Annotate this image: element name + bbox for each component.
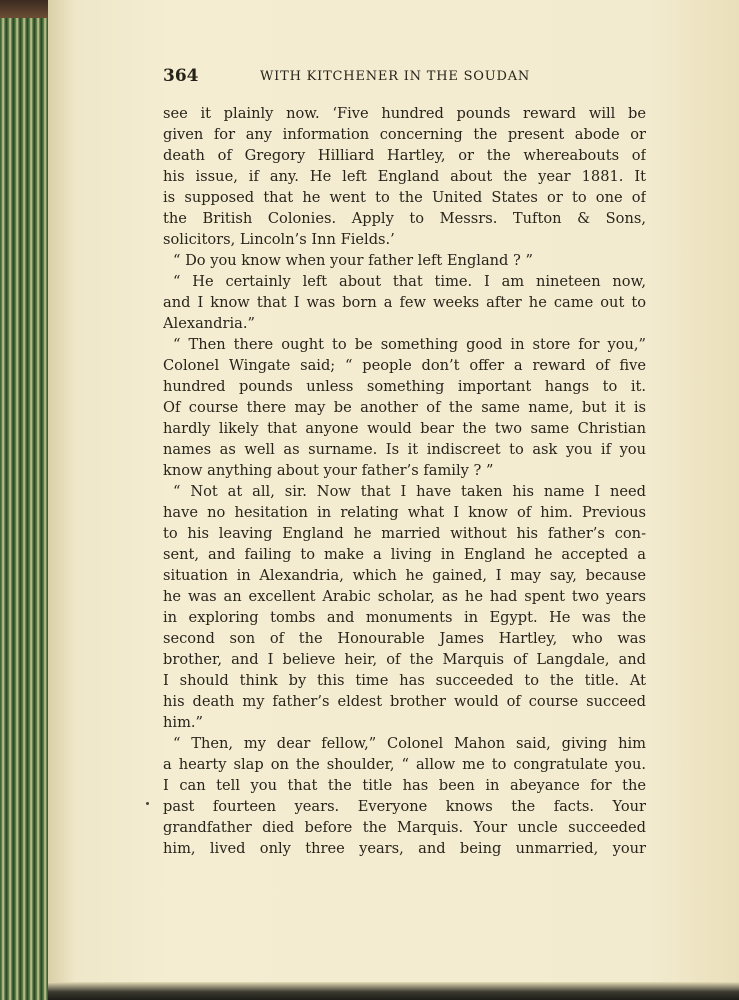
text-line: death of Gregory Hilliard Hartley, or the whereabouts of [163, 147, 646, 164]
text-line: hundred pounds unless something important hangs to it. [163, 378, 646, 395]
text-line: and I know that I was born a few weeks after he came out to [163, 294, 646, 311]
page-content [163, 64, 646, 859]
body-text [163, 103, 646, 859]
text-line: “ Do you know when your father left England ? ” [173, 252, 533, 269]
text-line: Colonel Wingate said; “ people don’t offer a reward of five [163, 357, 646, 374]
text-line: second son of the Honourable James Hartley, who was [163, 630, 646, 647]
text-line: in exploring tombs and monuments in Egypt. He was the [163, 609, 646, 626]
text-line: Of course there may be another of the same name, but it is [163, 399, 646, 416]
text-line: to his leaving England he married without his father’s con- [163, 525, 646, 542]
text-line: given for any information concerning the present abode or [163, 126, 646, 143]
text-line: him.” [163, 714, 204, 731]
text-line: a hearty slap on the shoulder, “ allow me to congratulate you. [163, 756, 646, 773]
text-line: grandfather died before the Marquis. Your uncle succeeded [163, 819, 646, 836]
text-line: him, lived only three years, and being unmarried, your [163, 840, 646, 857]
margin-speck [146, 802, 149, 805]
text-line: names as well as surname. Is it indiscreet to ask you if you [163, 441, 646, 458]
text-line: know anything about your father’s family ? ” [163, 462, 494, 479]
text-line: “ He certainly left about that time. I am nineteen now, [173, 273, 646, 290]
page-bottom-edge [48, 982, 739, 1000]
text-line: he was an excellent Arabic scholar, as he had spent two years [163, 588, 646, 605]
text-line: his issue, if any. He left England about the year 1881. It [163, 168, 646, 185]
text-line: hardly likely that anyone would bear the two same Christian [163, 420, 646, 437]
text-line: situation in Alexandria, which he gained, I may say, because [163, 567, 646, 584]
text-line: sent, and failing to make a living in England he accepted a [163, 546, 646, 563]
text-line: “ Then, my dear fellow,” Colonel Mahon said, giving him [173, 735, 646, 752]
text-line: is supposed that he went to the United States or to one of [163, 189, 646, 206]
text-line: “ Not at all, sir. Now that I have taken his name I need [173, 483, 646, 500]
running-head: WITH KITCHENER IN THE SOUDAN [260, 69, 531, 84]
page-header [163, 64, 646, 94]
text-line: have no hesitation in relating what I know of him. Previous [163, 504, 646, 521]
text-line: the British Colonies. Apply to Messrs. Tufton & Sons, [163, 210, 646, 227]
text-line: I can tell you that the title has been in abeyance for the [163, 777, 646, 794]
text-line: past fourteen years. Everyone knows the facts. Your [163, 798, 646, 815]
text-line: brother, and I believe heir, of the Marquis of Langdale, and [163, 651, 646, 668]
text-line: “ Then there ought to be something good in store for you,” [173, 336, 646, 353]
text-line: his death my father’s eldest brother would of course succeed [163, 693, 646, 710]
text-line: see it plainly now. ‘Five hundred pounds reward will be [163, 105, 646, 122]
page-number: 364 [163, 66, 199, 86]
text-line: Alexandria.” [163, 315, 255, 332]
text-line: solicitors, Lincoln’s Inn Fields.’ [163, 231, 395, 248]
text-line: I should think by this time has succeeded to the title. At [163, 672, 646, 689]
